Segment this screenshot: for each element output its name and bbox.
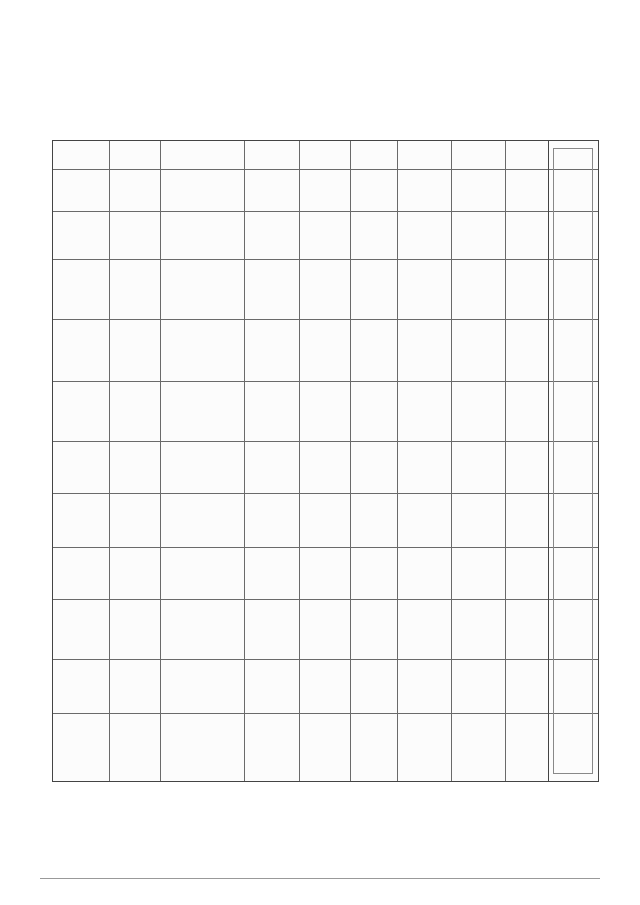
scan-edge-line (40, 878, 600, 879)
column-divider (160, 141, 161, 781)
row-divider (53, 713, 598, 714)
column-divider (244, 141, 245, 781)
column-divider (505, 141, 506, 781)
row-divider (53, 547, 598, 548)
row-divider (53, 319, 598, 320)
table-title-band (548, 140, 599, 782)
column-divider (109, 141, 110, 781)
row-divider (53, 493, 598, 494)
column-divider (451, 141, 452, 781)
row-divider (53, 441, 598, 442)
row-divider (53, 259, 598, 260)
table-title (553, 148, 593, 774)
column-divider (397, 141, 398, 781)
column-divider (299, 141, 300, 781)
row-divider (53, 169, 598, 170)
column-divider (350, 141, 351, 781)
row-divider (53, 599, 598, 600)
row-divider (53, 211, 598, 212)
row-divider (53, 381, 598, 382)
row-divider (53, 659, 598, 660)
budget-table (52, 140, 599, 782)
